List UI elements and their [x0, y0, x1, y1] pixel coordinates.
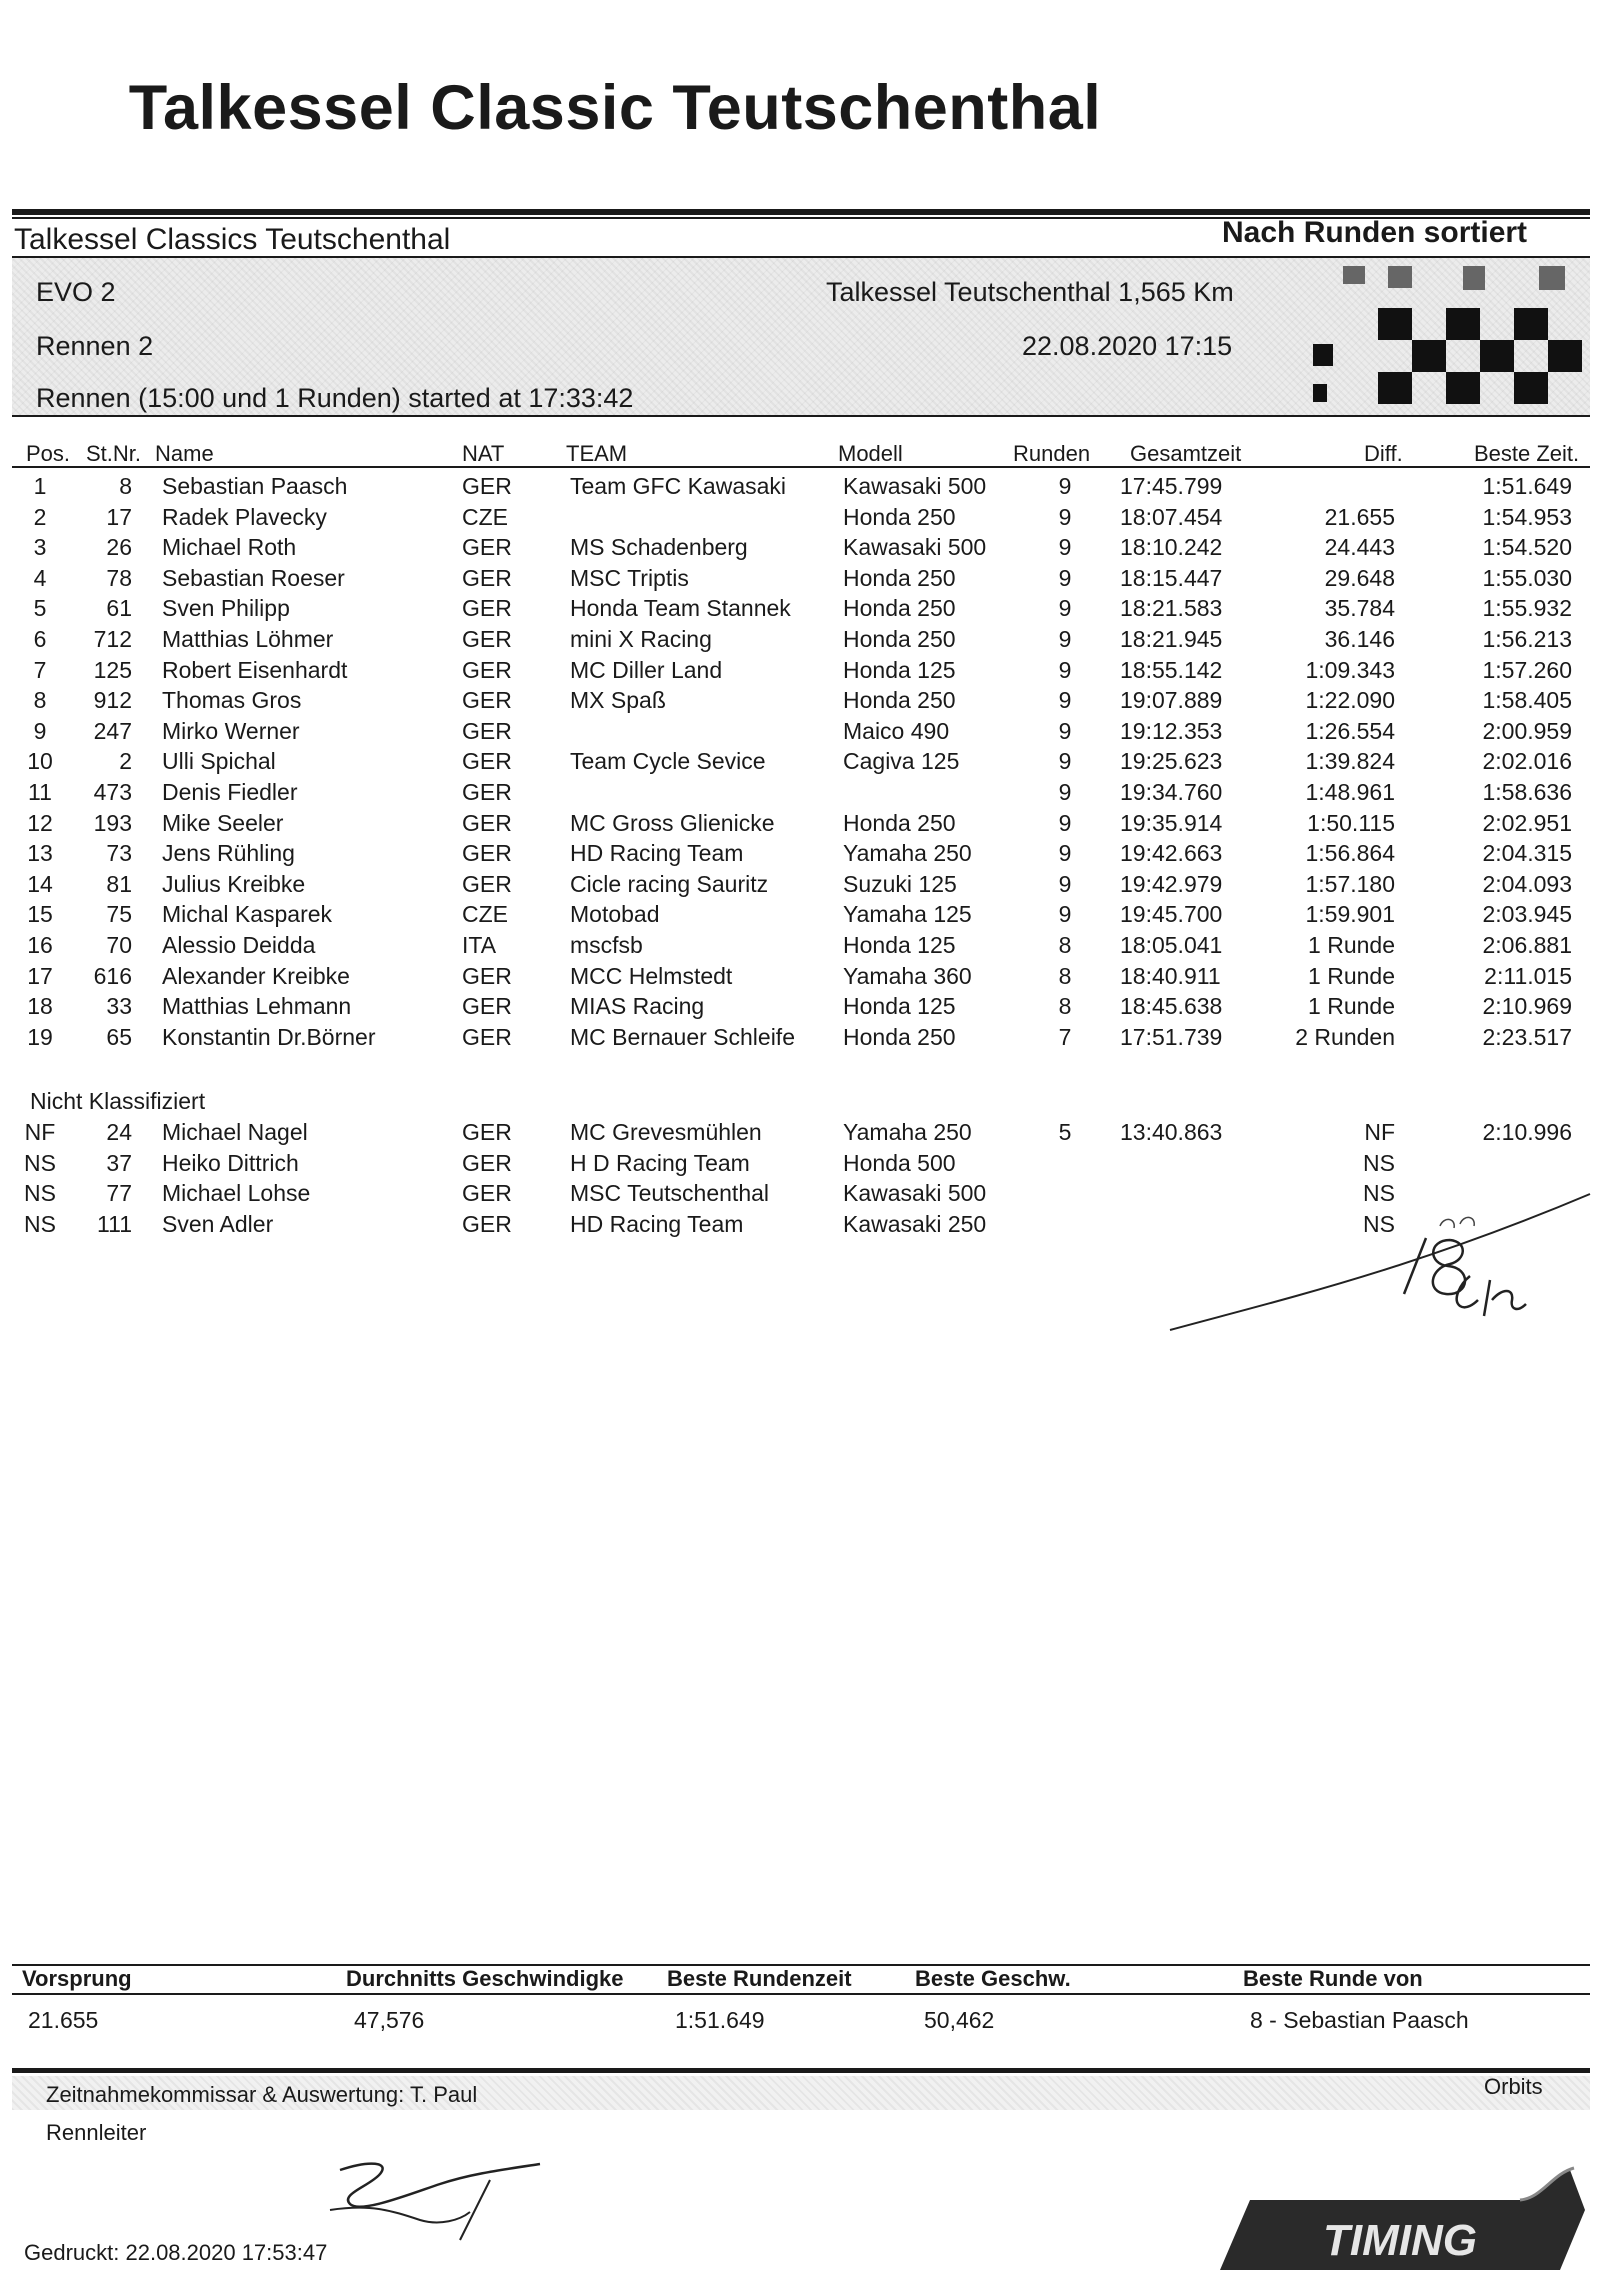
cell-beste: 1:55.932 [1482, 595, 1572, 622]
cell-gesamtzeit: 19:07.889 [1120, 687, 1223, 714]
summary-label-best-lap-by: Beste Runde von [1243, 1966, 1423, 1991]
cell-pos: 10 [27, 748, 53, 775]
timing-logo-text: TIMING [1323, 2216, 1477, 2265]
cell-runden: 9 [1058, 564, 1072, 591]
document-title: Talkessel Classic Teutschenthal [128, 73, 1102, 143]
cell-beste: 2:06.881 [1482, 932, 1572, 958]
cell-nat: GER [462, 809, 512, 836]
cell-beste: 1:54.520 [1482, 534, 1572, 561]
cell-modell: Honda 125 [843, 993, 956, 1020]
cell-team: HD Racing Team [570, 1210, 744, 1237]
cell-diff: 21.655 [1324, 503, 1395, 530]
cell-name: Michael Lohse [162, 1180, 311, 1207]
cell-team: Cicle racing Sauritz [570, 870, 769, 897]
cell-diff: 1:59.901 [1305, 901, 1395, 928]
col-header-stnr: St.Nr. [86, 441, 142, 466]
cell-stnr: 81 [106, 870, 132, 897]
cell-stnr: 78 [106, 564, 132, 591]
cell-runden: 9 [1058, 503, 1072, 530]
cell-runden: 9 [1058, 656, 1072, 683]
class-name: EVO 2 [36, 277, 116, 307]
cell-modell: Suzuki 125 [843, 870, 957, 897]
cell-pos: 4 [33, 564, 47, 591]
cell-name: Mirko Werner [162, 717, 300, 744]
cell-nat: GER [462, 1119, 512, 1145]
cell-diff: 2 Runden [1295, 1023, 1395, 1050]
cell-gesamtzeit: 13:40.863 [1120, 1119, 1223, 1145]
col-header-team: TEAM [566, 441, 628, 466]
summary-label-best-lap: Beste Rundenzeit [667, 1966, 852, 1991]
cell-runden: 9 [1058, 473, 1072, 499]
cell-beste: 1:54.953 [1482, 503, 1572, 530]
cell-diff: 1:50.115 [1307, 809, 1395, 836]
col-header-modell: Modell [838, 441, 903, 466]
cell-team: MSC Teutschenthal [570, 1180, 770, 1207]
event-name: Talkessel Classics Teutschenthal [14, 223, 451, 256]
cell-diff: 1:56.864 [1305, 840, 1395, 867]
cell-nat: GER [462, 626, 512, 652]
cell-beste: 2:04.093 [1482, 870, 1572, 897]
orbits-label: Orbits [1484, 2074, 1543, 2099]
race-info: Rennen (15:00 und 1 Runden) started at 17:33:42 [36, 383, 634, 413]
cell-modell: Yamaha 125 [843, 901, 972, 928]
cell-pos: 11 [28, 779, 52, 805]
cell-diff: NS [1363, 1149, 1395, 1176]
cell-runden: 9 [1058, 534, 1072, 561]
cell-pos: 15 [27, 901, 53, 928]
cell-name: Heiko Dittrich [162, 1149, 299, 1176]
cell-stnr: 2 [119, 748, 132, 775]
cell-runden: 9 [1058, 626, 1072, 652]
cell-pos: 12 [27, 809, 53, 836]
cell-pos: 19 [27, 1023, 53, 1050]
cell-runden: 8 [1058, 932, 1072, 958]
cell-runden: 9 [1058, 779, 1072, 805]
cell-pos: 3 [33, 534, 47, 561]
summary-vorsprung: 21.655 [28, 2007, 99, 2033]
cell-nat: GER [462, 1023, 512, 1050]
cell-beste: 1:51.649 [1482, 473, 1572, 499]
cell-modell: Yamaha 250 [843, 840, 972, 867]
cell-name: Denis Fiedler [162, 779, 298, 805]
cell-name: Michael Nagel [162, 1119, 308, 1145]
cell-gesamtzeit: 17:51.739 [1120, 1023, 1223, 1050]
cell-beste: 1:57.260 [1482, 656, 1572, 683]
cell-diff: 1:39.824 [1305, 748, 1395, 775]
cell-diff: 1 Runde [1308, 932, 1395, 958]
cell-stnr: 712 [93, 626, 132, 652]
cell-nat: GER [462, 870, 512, 897]
cell-stnr: 616 [93, 962, 132, 989]
cell-team: MC Diller Land [570, 656, 723, 683]
cell-stnr: 24 [106, 1119, 132, 1145]
cell-gesamtzeit: 19:42.663 [1120, 840, 1223, 867]
cell-team: MC Grevesmühlen [570, 1119, 762, 1145]
cell-name: Alexander Kreibke [162, 962, 350, 989]
cell-runden: 9 [1058, 687, 1072, 714]
cell-stnr: 73 [106, 840, 132, 867]
cell-diff: 1:09.343 [1305, 656, 1395, 683]
cell-team: MS Schadenberg [570, 534, 748, 561]
cell-runden: 9 [1058, 717, 1072, 744]
cell-stnr: 193 [93, 809, 132, 836]
cell-modell: Honda 500 [843, 1149, 956, 1176]
cell-runden: 9 [1058, 870, 1072, 897]
cell-beste: 1:56.213 [1482, 626, 1572, 652]
cell-beste: 2:23.517 [1482, 1023, 1572, 1050]
cell-runden: 9 [1058, 595, 1072, 622]
cell-modell: Yamaha 360 [843, 962, 972, 989]
cell-team: Team Cycle Sevice [570, 748, 766, 775]
cell-stnr: 26 [106, 534, 132, 561]
cell-pos: NS [24, 1149, 56, 1176]
cell-name: Sebastian Roeser [162, 564, 345, 591]
cell-name: Julius Kreibke [162, 870, 306, 897]
cell-runden: 9 [1058, 901, 1072, 928]
cell-stnr: 125 [93, 656, 132, 683]
cell-modell: Kawasaki 500 [843, 1180, 987, 1207]
col-header-gesamtzeit: Gesamtzeit [1130, 441, 1242, 466]
cell-runden: 5 [1058, 1119, 1072, 1145]
cell-team: MCC Helmstedt [570, 962, 733, 989]
cell-runden: 8 [1058, 993, 1072, 1020]
cell-modell: Yamaha 250 [843, 1119, 972, 1145]
cell-name: Jens Rühling [162, 840, 295, 867]
cell-pos: NS [24, 1210, 56, 1237]
cell-runden: 9 [1058, 809, 1072, 836]
cell-gesamtzeit: 18:21.583 [1120, 595, 1223, 622]
header-band-bottom-rule [12, 415, 1590, 417]
cell-stnr: 912 [93, 687, 132, 714]
cell-name: Alessio Deidda [162, 932, 316, 958]
cell-diff: NF [1364, 1119, 1395, 1145]
summary-best-lap-by: 8 - Sebastian Paasch [1250, 2007, 1469, 2033]
cell-name: Sebastian Paasch [162, 473, 348, 499]
cell-modell: Honda 250 [843, 809, 956, 836]
cell-modell: Honda 250 [843, 595, 956, 622]
cell-diff: 29.648 [1324, 564, 1395, 591]
cell-gesamtzeit: 18:10.242 [1120, 534, 1223, 561]
cell-nat: GER [462, 473, 512, 499]
footer-top-rule [12, 2068, 1590, 2073]
col-header-pos: Pos. [26, 441, 71, 466]
summary-best-speed: 50,462 [924, 2007, 995, 2033]
cell-beste: 2:02.951 [1482, 809, 1572, 836]
cell-gesamtzeit: 18:40.911 [1120, 962, 1221, 989]
cell-nat: GER [462, 993, 512, 1020]
cell-stnr: 17 [106, 503, 132, 530]
cell-name: Sven Philipp [162, 595, 290, 622]
cell-stnr: 111 [97, 1210, 132, 1237]
cell-modell: Honda 125 [843, 656, 956, 683]
summary-avg-speed: 47,576 [354, 2007, 425, 2033]
cell-diff: 1:48.961 [1305, 779, 1395, 805]
summary-label-avg-speed: Durchnitts Geschwindigke [346, 1966, 624, 1991]
cell-modell: Kawasaki 250 [843, 1210, 987, 1237]
cell-nat: CZE [462, 503, 508, 530]
cell-team: H D Racing Team [570, 1149, 750, 1176]
timekeeper-line: Zeitnahmekommissar & Auswertung: T. Paul [46, 2082, 478, 2107]
printed-timestamp: Gedruckt: 22.08.2020 17:53:47 [24, 2240, 328, 2265]
cell-pos: 18 [27, 993, 53, 1020]
cell-stnr: 77 [106, 1180, 132, 1207]
cell-stnr: 65 [106, 1023, 132, 1050]
cell-stnr: 61 [106, 595, 132, 622]
cell-nat: GER [462, 1180, 512, 1207]
col-header-diff: Diff. [1364, 441, 1403, 466]
cell-beste: 2:04.315 [1482, 840, 1572, 867]
cell-stnr: 75 [106, 901, 132, 928]
cell-pos: 13 [27, 840, 53, 867]
cell-name: Ulli Spichal [162, 748, 276, 775]
cell-runden: 7 [1058, 1023, 1072, 1050]
cell-diff: 1 Runde [1308, 962, 1395, 989]
cell-team: mscfsb [570, 932, 643, 958]
header-top-rule [12, 209, 1590, 215]
cell-team: Team GFC Kawasaki [570, 473, 787, 499]
cell-team: Motobad [570, 901, 660, 928]
cell-diff: 1:22.090 [1305, 687, 1395, 714]
track-info: Talkessel Teutschenthal 1,565 Km [826, 277, 1234, 307]
cell-team: MX Spaß [570, 687, 666, 714]
cell-name: Radek Plavecky [162, 503, 327, 530]
cell-beste: 2:11.015 [1484, 962, 1572, 989]
summary-mid-rule [12, 1993, 1590, 1995]
summary-best-lap: 1:51.649 [675, 2007, 765, 2033]
cell-name: Matthias Löhmer [162, 626, 334, 652]
handwritten-annotation [1160, 1180, 1600, 1410]
cell-team: MC Bernauer Schleife [570, 1023, 795, 1050]
cell-pos: 8 [33, 687, 47, 714]
column-header-rule [12, 466, 1590, 468]
cell-nat: GER [462, 1210, 512, 1237]
cell-gesamtzeit: 19:25.623 [1120, 748, 1223, 775]
race-name: Rennen 2 [36, 331, 154, 361]
cell-name: Thomas Gros [162, 687, 302, 714]
cell-modell: Honda 250 [843, 687, 956, 714]
cell-pos: 6 [33, 626, 47, 652]
cell-diff: NS [1363, 1180, 1395, 1207]
cell-stnr: 473 [93, 779, 132, 805]
cell-modell: Honda 250 [843, 564, 956, 591]
cell-nat: GER [462, 534, 512, 561]
cell-modell: Cagiva 125 [843, 748, 960, 775]
cell-gesamtzeit: 19:45.700 [1120, 901, 1223, 928]
cell-pos: 2 [33, 503, 47, 530]
cell-nat: GER [462, 687, 512, 714]
cell-pos: NS [24, 1180, 56, 1207]
cell-stnr: 8 [119, 473, 132, 499]
checkered-flag-icon [1253, 262, 1590, 412]
cell-diff: 1 Runde [1308, 993, 1395, 1020]
cell-modell: Honda 250 [843, 503, 956, 530]
cell-name: Michal Kasparek [162, 901, 333, 928]
cell-modell: Kawasaki 500 [843, 534, 987, 561]
cell-name: Robert Eisenhardt [162, 656, 348, 683]
col-header-runden: Runden [1013, 441, 1091, 466]
cell-pos: 9 [33, 717, 47, 744]
cell-beste: 1:55.030 [1482, 564, 1572, 591]
cell-name: Sven Adler [162, 1210, 274, 1237]
cell-beste: 2:10.996 [1482, 1119, 1572, 1145]
cell-gesamtzeit: 18:21.945 [1120, 626, 1223, 652]
cell-diff: 24.443 [1324, 534, 1395, 561]
cell-beste: 2:10.969 [1482, 993, 1572, 1020]
col-header-name: Name [155, 441, 214, 466]
cell-nat: GER [462, 564, 512, 591]
cell-gesamtzeit: 17:45.799 [1120, 473, 1223, 499]
cell-modell: Honda 250 [843, 1023, 956, 1050]
timing-logo-icon [1190, 2150, 1590, 2280]
cell-stnr: 70 [106, 932, 132, 958]
race-date-time: 22.08.2020 17:15 [1022, 331, 1233, 361]
cell-modell: Honda 125 [843, 932, 956, 958]
cell-diff: 35.784 [1324, 595, 1395, 622]
cell-runden: 9 [1058, 840, 1072, 867]
cell-stnr: 33 [106, 993, 132, 1020]
race-director-signature [320, 2140, 580, 2250]
cell-stnr: 37 [106, 1149, 132, 1176]
cell-pos: 1 [33, 473, 47, 499]
cell-nat: GER [462, 595, 512, 622]
cell-nat: GER [462, 779, 512, 805]
cell-gesamtzeit: 18:07.454 [1120, 503, 1223, 530]
cell-name: Mike Seeler [162, 809, 284, 836]
cell-stnr: 247 [93, 717, 132, 744]
cell-name: Michael Roth [162, 534, 297, 561]
cell-modell: Maico 490 [843, 717, 950, 744]
cell-team: MC Gross Glienicke [570, 809, 775, 836]
cell-nat: GER [462, 962, 512, 989]
cell-nat: GER [462, 840, 512, 867]
cell-nat: GER [462, 1149, 512, 1176]
cell-pos: 7 [33, 656, 47, 683]
cell-runden: 8 [1058, 962, 1072, 989]
col-header-beste-zeit: Beste Zeit. [1474, 441, 1580, 466]
cell-beste: 1:58.636 [1482, 779, 1572, 805]
cell-gesamtzeit: 19:12.353 [1120, 717, 1223, 744]
cell-diff: 1:57.180 [1305, 870, 1395, 897]
cell-gesamtzeit: 18:55.142 [1120, 656, 1223, 683]
cell-beste: 2:02.016 [1482, 748, 1572, 775]
cell-nat: GER [462, 748, 512, 775]
cell-diff: 1:26.554 [1305, 717, 1395, 744]
cell-team: HD Racing Team [570, 840, 744, 867]
cell-nat: CZE [462, 901, 508, 928]
cell-pos: 14 [27, 870, 53, 897]
cell-gesamtzeit: 19:35.914 [1120, 809, 1223, 836]
cell-beste: 1:58.405 [1482, 687, 1572, 714]
cell-gesamtzeit: 18:15.447 [1120, 564, 1223, 591]
cell-gesamtzeit: 19:42.979 [1120, 870, 1223, 897]
cell-beste: 2:03.945 [1482, 901, 1572, 928]
cell-team: MIAS Racing [570, 993, 705, 1020]
race-director-label: Rennleiter [46, 2120, 147, 2145]
cell-name: Konstantin Dr.Börner [162, 1023, 376, 1050]
cell-diff: NS [1363, 1210, 1395, 1237]
cell-diff: 36.146 [1324, 626, 1395, 652]
cell-nat: GER [462, 717, 512, 744]
cell-pos: 16 [27, 932, 53, 958]
cell-gesamtzeit: 18:05.041 [1120, 932, 1223, 958]
cell-nat: GER [462, 656, 512, 683]
summary-label-vorsprung: Vorsprung [22, 1966, 132, 1991]
col-header-nat: NAT [462, 441, 505, 466]
cell-pos: NF [24, 1119, 56, 1145]
cell-name: Matthias Lehmann [162, 993, 352, 1020]
sort-label: Nach Runden sortiert [1222, 216, 1528, 249]
summary-label-best-speed: Beste Geschw. [915, 1966, 1071, 1991]
not-classified-label: Nicht Klassifiziert [30, 1088, 206, 1114]
cell-beste: 2:00.959 [1482, 717, 1572, 744]
cell-team: Honda Team Stannek [570, 595, 791, 622]
cell-nat: ITA [462, 932, 497, 958]
cell-pos: 17 [27, 962, 53, 989]
cell-team: mini X Racing [570, 626, 712, 652]
cell-runden: 9 [1058, 748, 1072, 775]
cell-gesamtzeit: 18:45.638 [1120, 993, 1223, 1020]
cell-modell: Honda 250 [843, 626, 956, 652]
cell-modell: Kawasaki 500 [843, 473, 987, 499]
cell-gesamtzeit: 19:34.760 [1120, 779, 1223, 805]
cell-team: MSC Triptis [570, 564, 689, 591]
cell-pos: 5 [33, 595, 47, 622]
